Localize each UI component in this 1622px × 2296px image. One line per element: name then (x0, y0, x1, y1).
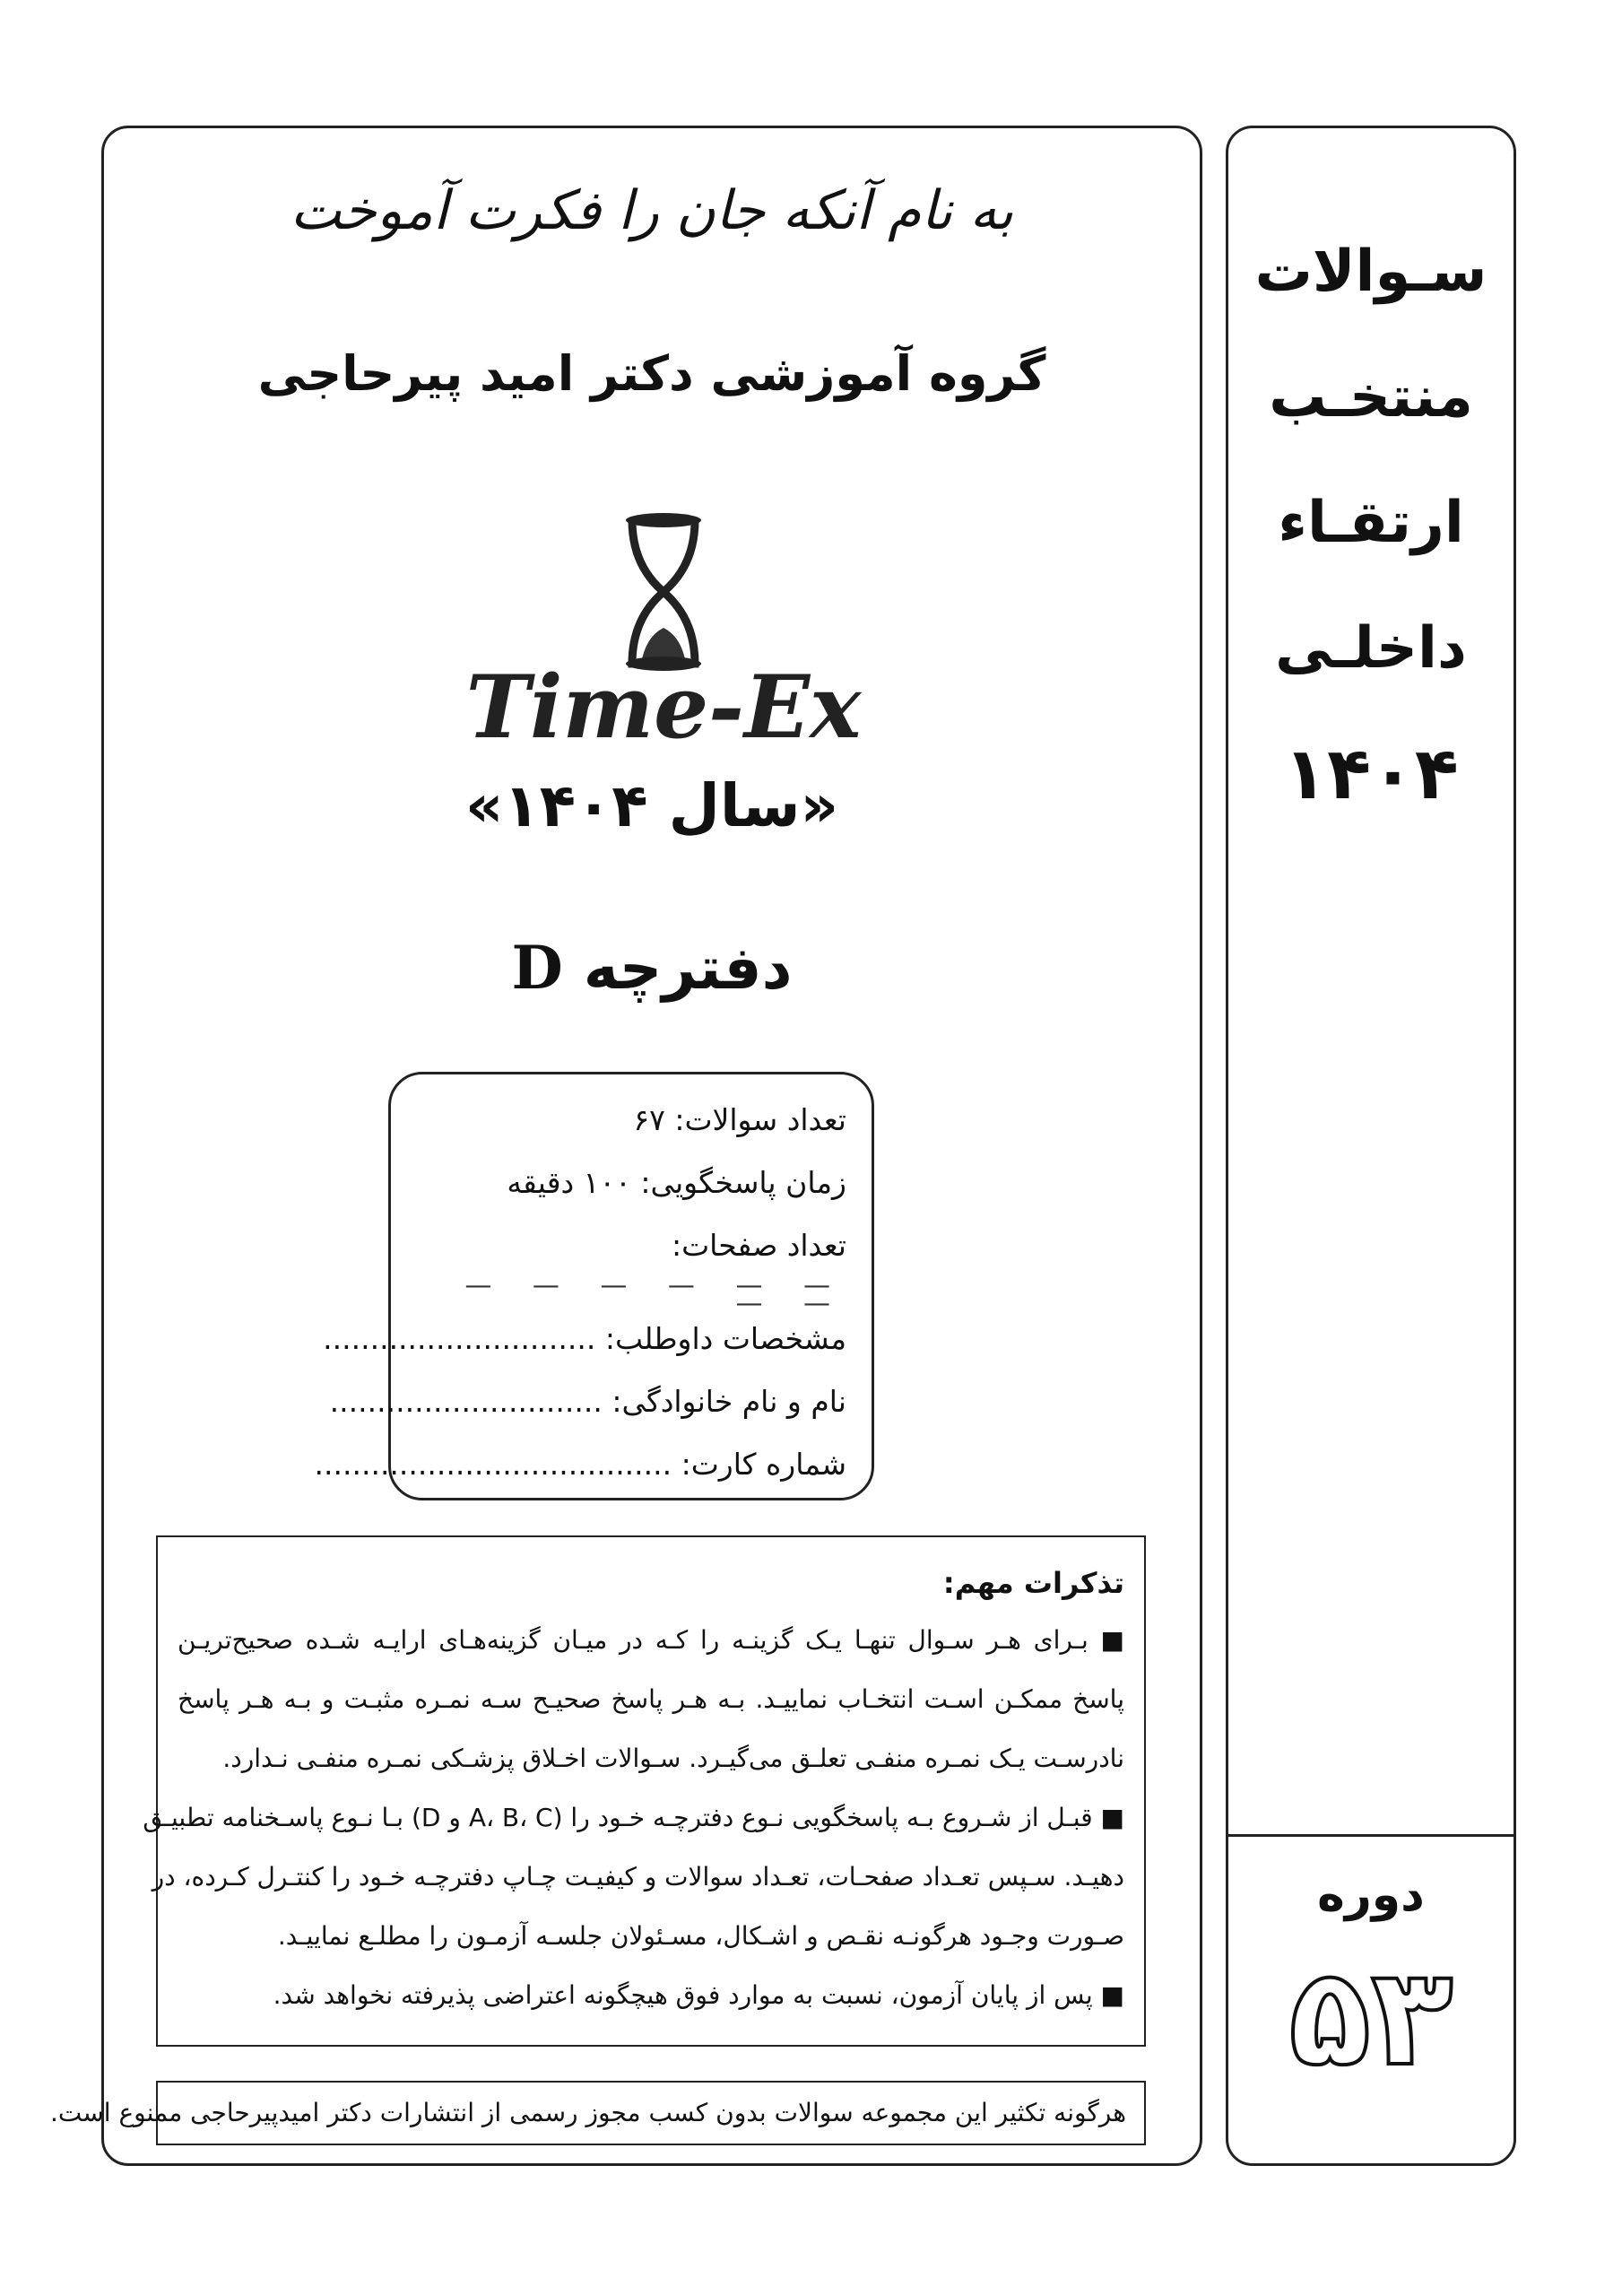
exam-info-box (314, 1072, 874, 1500)
logo-wordmark: Time-Ex (465, 657, 862, 758)
note-line: دهیـد. سـپس تعـداد صفحـات، تعـداد سوالات و کیفیـت چـاپ دفترچـه خـود را کنتـرل کـرده، در (152, 1862, 1124, 1892)
hourglass-icon (626, 513, 701, 671)
page-count-dashes: — — — — — — — — (464, 1270, 846, 1319)
side-title (1228, 209, 1514, 837)
full-name-field[interactable]: نام و نام خانوادگی: ............................. (329, 1384, 846, 1419)
notes-title: تذکرات مهم: (942, 1566, 1124, 1600)
time-ex-logo (465, 493, 862, 762)
side-title-year: ۱۴۰۴ (1283, 732, 1459, 815)
note-line: پاسخ ممکـن اسـت انتخـاب نماییـد. بـه هـر پاسخ صحیـح سـه نمـره مثبـت و بـه هـر پاسخ (178, 1684, 1124, 1714)
important-notes-box (143, 1535, 1146, 2047)
note-line: صـورت وجـود هرگونـه نقـص و اشـکال، مسـئولان جلسـه آزمـون را مطلـع نماییـد. (277, 1921, 1124, 1951)
copyright-notice: هرگونه تکثیر این مجموعه سوالات بدون کسب مجوز رسمی از انتشارات دکتر امیدپیرحاجی ممنوع است. (156, 2081, 1146, 2145)
period-label: دوره (1317, 1868, 1425, 1922)
note-line: نادرسـت یـک نمـره منفـی تعلـق می‌گیـرد. سـوالات اخـلاق پزشـکی نمـره منفـی نـدارد. (222, 1744, 1124, 1773)
candidate-info-field[interactable]: مشخصات داوطلب: ............................. (323, 1321, 846, 1356)
question-count: تعداد سوالات: ۶۷ (633, 1102, 846, 1137)
side-title-line: منتخـب (1269, 364, 1473, 430)
period-number: ۵۳ (1288, 1940, 1453, 2096)
booklet-letter: D (511, 933, 563, 1003)
side-divider (1228, 1834, 1514, 1837)
answer-time: زمان پاسخگویی: ۱۰۰ دقیقه (507, 1165, 846, 1200)
note-line: ■ بـرای هـر سـوال تنهـا یـک گزینـه را کـه در میـان گزینه‌هـای ارایـه شـده صحیح‌تریـن (178, 1625, 1124, 1655)
exam-year: «سال ۱۴۰۴» (464, 771, 839, 840)
side-title-line: سـوالات (1254, 239, 1488, 305)
note-line: ■ قبـل از شـروع بـه پاسخگویی نـوع دفترچـه خـود را (A، B، C و D) بـا نـوع پاسـخنامه تطبیـق (143, 1803, 1124, 1832)
bismillah-calligraphy: به نام آنکه جان را فکرت آموخت (290, 179, 1014, 242)
booklet-prefix: دفترچه (583, 934, 793, 1003)
group-title: گروه آموزشی دکتر امید پیرحاجی (257, 345, 1046, 402)
page-count: تعداد صفحات: (671, 1228, 846, 1263)
side-panel (1226, 126, 1516, 2166)
side-title-line: ارتقـاء (1278, 490, 1464, 556)
note-line: ■ پس از پایان آزمون، نسبت به موارد فوق هیچگونه اعتراضی پذیرفته نخواهد شد. (273, 1980, 1124, 2010)
side-title-line: داخلـی (1275, 615, 1467, 682)
card-number-field[interactable]: شماره کارت: ...................................... (314, 1447, 846, 1482)
booklet-label (101, 933, 1202, 1003)
